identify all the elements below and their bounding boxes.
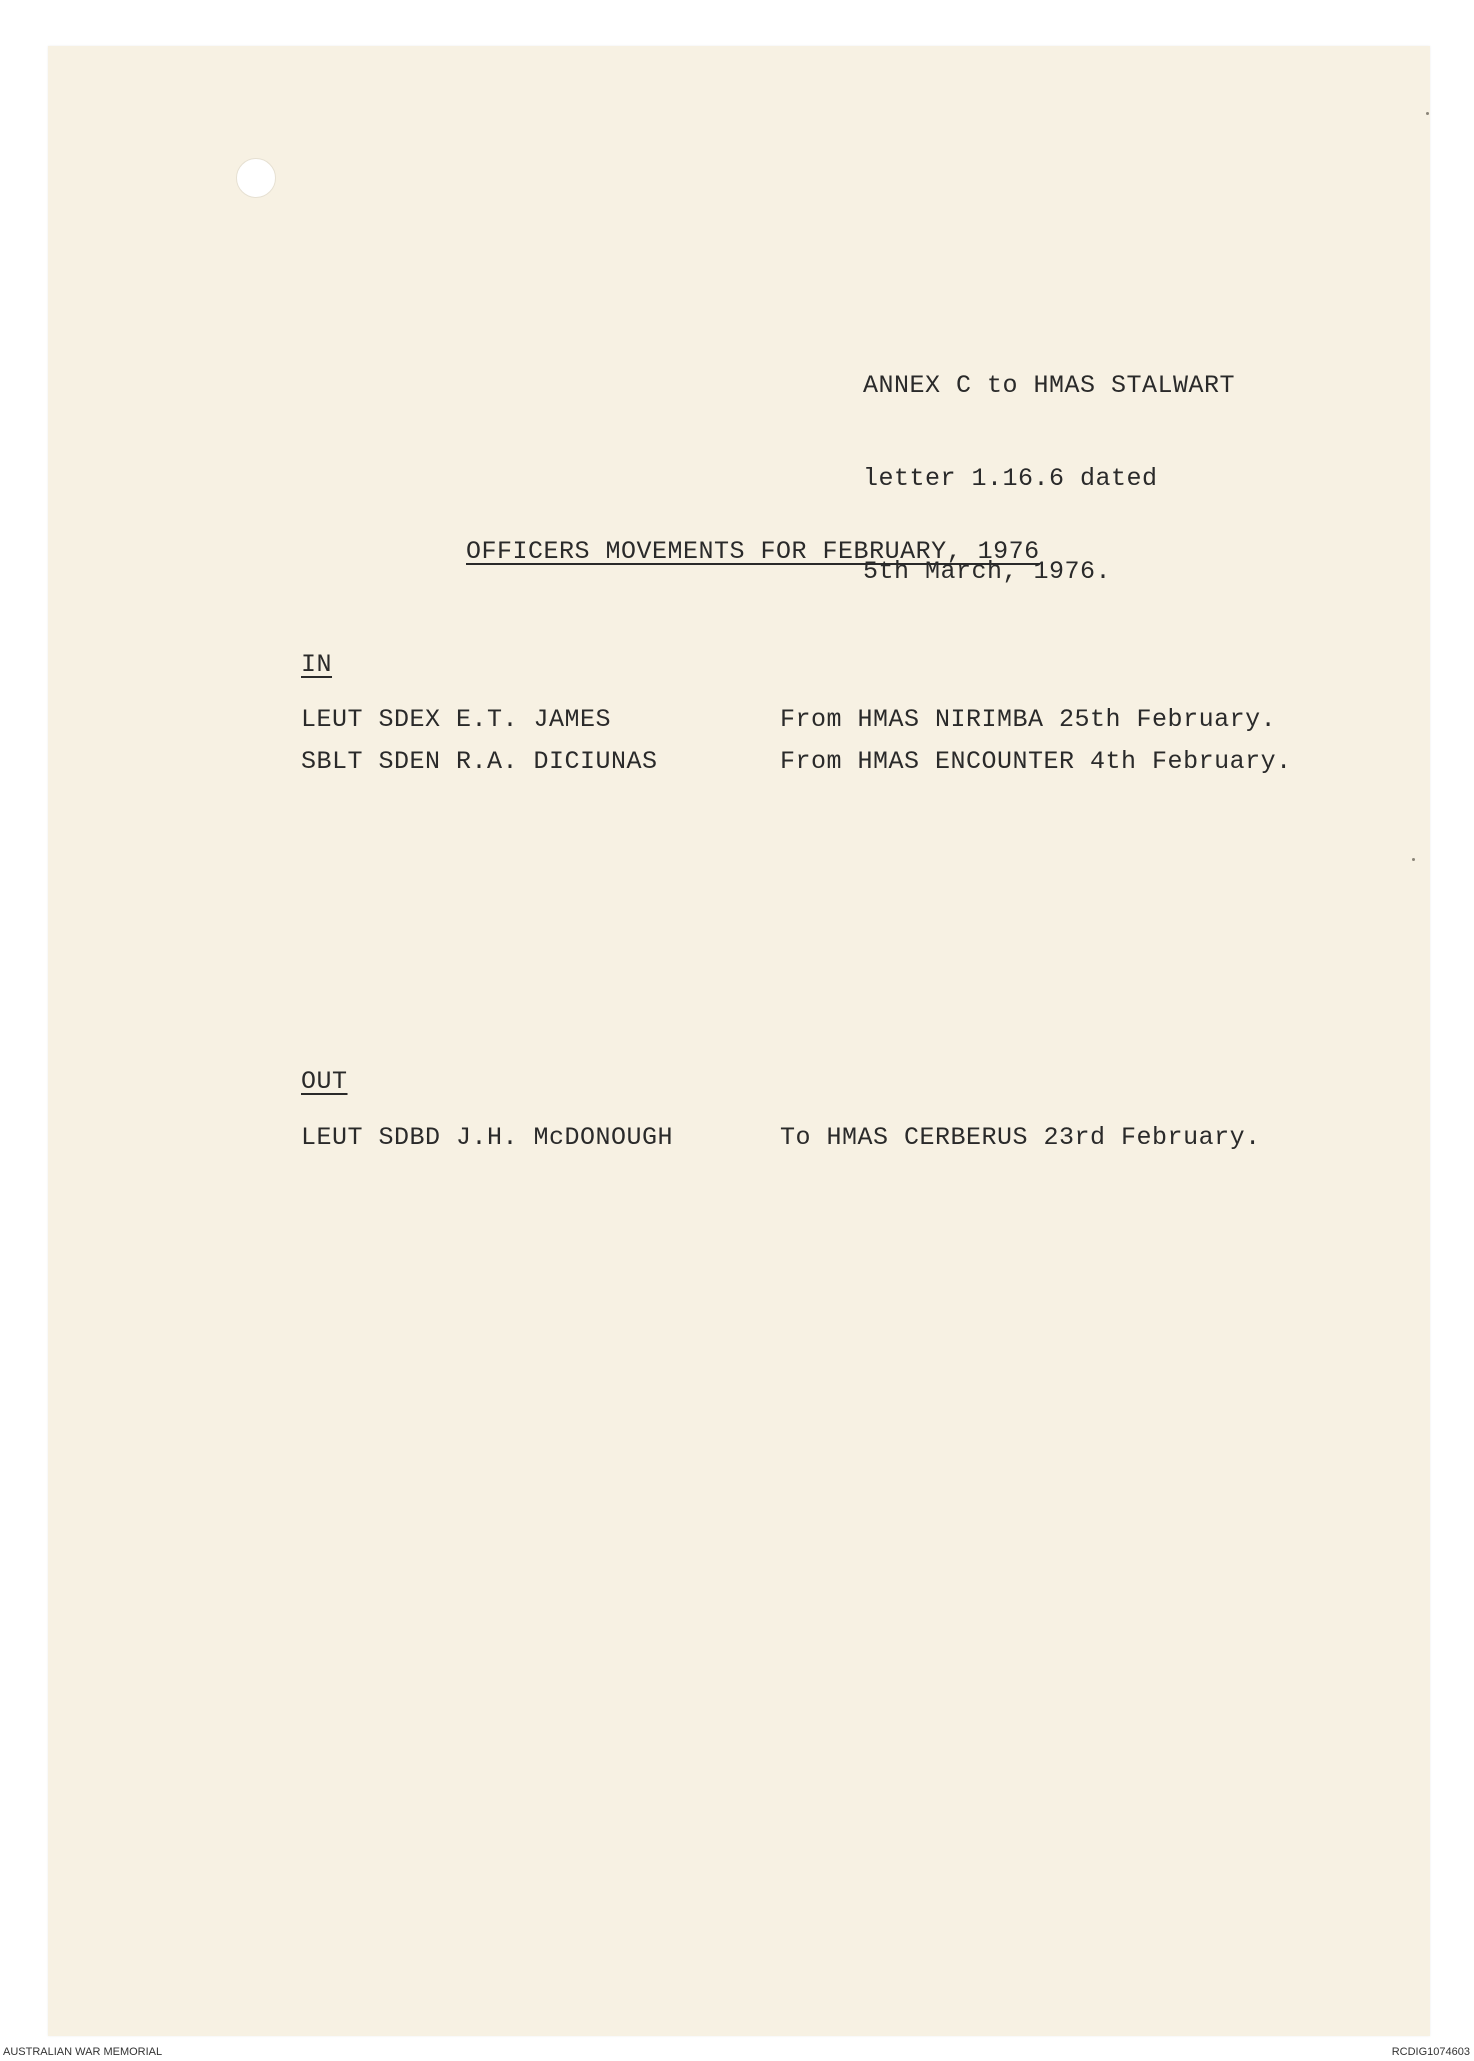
section-heading-out: OUT xyxy=(301,1067,348,1096)
document-page xyxy=(48,46,1430,2036)
in-entry-2-movement: From HMAS ENCOUNTER 4th February. xyxy=(780,747,1292,776)
annex-reference-line-2: letter 1.16.6 dated xyxy=(863,464,1158,493)
out-entry-1-officer: LEUT SDBD J.H. McDONOUGH xyxy=(301,1123,674,1152)
paper-speck xyxy=(1412,858,1415,861)
footer-archive-name: AUSTRALIAN WAR MEMORIAL xyxy=(3,2046,163,2058)
document-title: OFFICERS MOVEMENTS FOR FEBRUARY, 1976 xyxy=(466,537,1040,566)
in-entry-1-officer: LEUT SDEX E.T. JAMES xyxy=(301,705,612,734)
paper-speck xyxy=(1426,112,1429,115)
punch-hole xyxy=(236,158,276,198)
footer-item-id: RCDIG1074603 xyxy=(1391,2046,1470,2058)
section-heading-in: IN xyxy=(301,650,333,679)
in-entry-1-movement: From HMAS NIRIMBA 25th February. xyxy=(780,705,1277,734)
annex-reference xyxy=(863,308,1235,649)
in-entry-2-officer: SBLT SDEN R.A. DICIUNAS xyxy=(301,747,658,776)
annex-reference-line-1: ANNEX C to HMAS STALWART xyxy=(863,371,1236,400)
annex-reference-line-3: 5th March, 1976. xyxy=(863,557,1112,586)
out-entry-1-movement: To HMAS CERBERUS 23rd February. xyxy=(780,1123,1261,1152)
